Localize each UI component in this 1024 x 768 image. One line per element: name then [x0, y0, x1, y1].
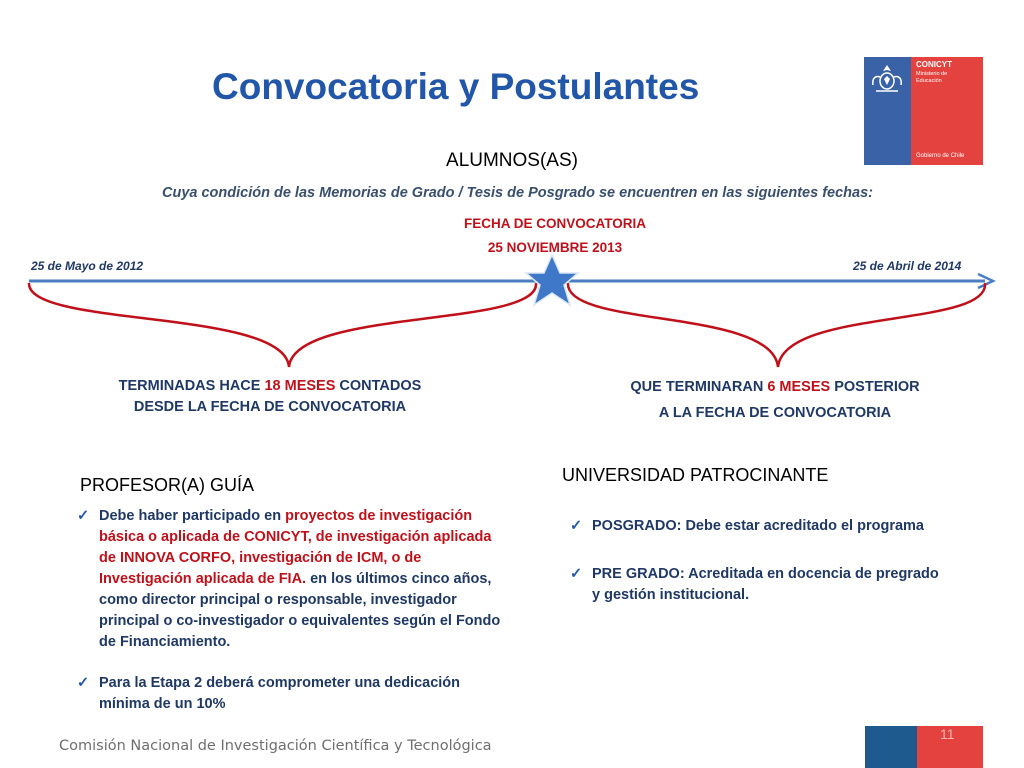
footer-blue-block [865, 726, 917, 768]
profesor-req1-text: Debe haber participado en [99, 508, 286, 524]
universidad-requirements [570, 516, 950, 606]
left-note-text: TERMINADAS HACE [118, 378, 265, 394]
timeline-graphic [0, 250, 1024, 380]
coat-of-arms-icon [867, 61, 908, 101]
list-item [77, 506, 509, 653]
right-note-text-end: POSTERIOR [830, 379, 920, 395]
right-note-text: QUE TERMINARAN [630, 379, 768, 395]
list-item [77, 673, 509, 715]
call-date-label: FECHA DE CONVOCATORIA [463, 216, 646, 231]
left-note-text-end: CONTADOS [335, 378, 422, 394]
universidad-req1-text: POSGRADO: Debe estar acreditado el programa [592, 518, 924, 534]
call-date-value: 25 NOVIEMBRE 2013 [487, 240, 623, 255]
list-item [570, 564, 950, 606]
right-note-line1 [575, 374, 975, 400]
conicyt-logo [864, 57, 983, 165]
left-bracket [29, 283, 536, 367]
logo-ministry: Ministerio de Educación [916, 71, 948, 84]
checkmark-icon: ✓ [570, 518, 583, 534]
checkmark-icon: ✓ [77, 675, 90, 691]
right-note-highlight: 6 MESES [767, 379, 831, 395]
start-date: 25 de Mayo de 2012 [31, 259, 144, 273]
page-number: 11 [940, 726, 955, 742]
universidad-req2-text: PRE GRADO: Acreditada en docencia de pregrado y gestión institucional. [592, 566, 939, 603]
condition-text: Cuya condición de las Memorias de Grado / Tesis de Posgrado se encuentren en las siguientes fechas: [162, 185, 873, 201]
logo-government: Gobierno de Chile [916, 153, 965, 159]
profesor-requirements [77, 506, 509, 715]
list-item [570, 516, 950, 537]
universidad-heading: UNIVERSIDAD PATROCINANTE [562, 465, 829, 485]
left-note-line2: DESDE LA FECHA DE CONVOCATORIA [133, 399, 407, 415]
end-date: 25 de Abril de 2014 [853, 259, 962, 273]
left-note-highlight: 18 MESES [264, 378, 336, 394]
profesor-req1-text-end: en los últimos cinco años, como director principal o responsable, investigador principal o co-investigador o equivalentes según el Fondo de Financiamiento. [99, 571, 501, 650]
left-bracket-note [70, 376, 470, 418]
logo-org-name: CONICYT [916, 60, 952, 69]
right-note-line2: A LA FECHA DE CONVOCATORIA [658, 405, 892, 421]
checkmark-icon: ✓ [570, 566, 583, 582]
profesor-req2-text: Para la Etapa 2 deberá comprometer una dedicación mínima de un 10% [99, 675, 461, 712]
right-bracket-note [575, 374, 975, 426]
right-bracket [568, 283, 985, 367]
alumnos-heading: ALUMNOS(AS) [446, 150, 578, 171]
slide-title: Convocatoria y Postulantes [212, 66, 700, 107]
footer-text: Comisión Nacional de Investigación Científica y Tecnológica [59, 738, 492, 754]
star-icon [526, 255, 578, 305]
checkmark-icon: ✓ [77, 508, 90, 524]
profesor-heading: PROFESOR(A) GUÍA [80, 475, 255, 495]
profesor-req1-highlight: proyectos de investigación básica o aplicada de CONICYT, de investigación aplicada de INNOVA CORFO, investigación de ICM, o de Investigación aplicada de FIA. [99, 508, 492, 587]
left-note-line1 [70, 376, 470, 397]
